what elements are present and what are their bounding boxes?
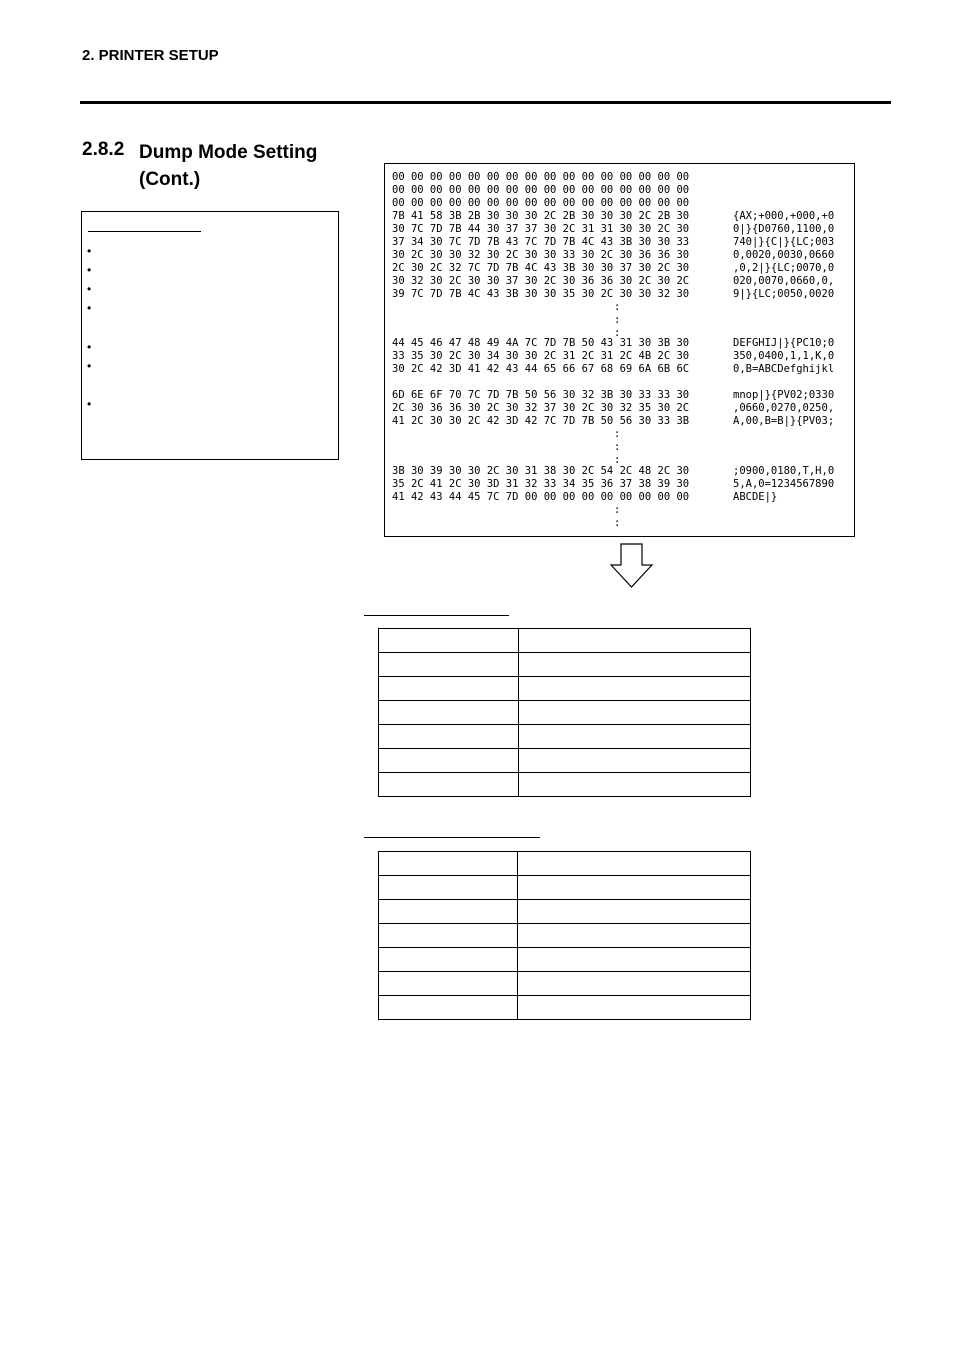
note-bullet: • — [87, 244, 92, 258]
table-cell — [379, 996, 518, 1020]
continuation-dots: : — [614, 454, 621, 466]
continuation-dots: : — [614, 517, 621, 529]
section-title — [139, 139, 317, 193]
note-bullet: • — [87, 340, 92, 354]
ascii-line: 740|}{C|}{LC;003 — [733, 236, 835, 248]
table-cell — [519, 701, 751, 725]
table-cell — [519, 629, 751, 653]
ascii-line: 0|}{D0760,1100,0 — [733, 223, 835, 235]
note-bullet: • — [87, 282, 92, 296]
continuation-dots: : — [614, 327, 621, 339]
table-row — [379, 996, 751, 1020]
ascii-line: ABCDE|} — [733, 491, 778, 503]
table-row — [379, 876, 751, 900]
hex-line: 35 2C 41 2C 30 3D 31 32 33 34 35 36 37 38 39 30 — [392, 478, 690, 490]
table-row — [379, 972, 751, 996]
table-cell — [379, 677, 519, 701]
table-cell — [379, 653, 519, 677]
table-cell — [518, 876, 751, 900]
section-title-line1: Dump Mode Setting — [139, 142, 318, 163]
hex-line: 00 00 00 00 00 00 00 00 00 00 00 00 00 00 00 00 — [392, 184, 690, 196]
hex-line: 37 34 30 7C 7D 7B 43 7C 7D 7B 4C 43 3B 30 30 33 — [392, 236, 690, 248]
hex-line: 44 45 46 47 48 49 4A 7C 7D 7B 50 43 31 30 3B 30 — [392, 337, 690, 349]
ascii-line: A,00,B=B|}{PV03; — [733, 415, 835, 427]
hex-line: 39 7C 7D 7B 4C 43 3B 30 30 35 30 2C 30 30 32 30 — [392, 288, 690, 300]
note-bullet: • — [87, 397, 92, 411]
table-cell — [518, 900, 751, 924]
continuation-dots: : — [614, 301, 621, 313]
ascii-line: 350,0400,1,1,K,0 — [733, 350, 835, 362]
table-cell — [518, 924, 751, 948]
continuation-dots: : — [614, 441, 621, 453]
table-cell — [519, 773, 751, 797]
table-row — [379, 773, 751, 797]
ascii-line: 9|}{LC;0050,0020 — [733, 288, 835, 300]
ascii-line: {AX;+000,+000,+0 — [733, 210, 835, 222]
note-heading-underline — [88, 231, 201, 232]
note-box — [81, 211, 339, 460]
ascii-line: 020,0070,0660,0, — [733, 275, 835, 287]
section-number: 2.8.2 — [82, 139, 125, 160]
table2-caption-underline — [364, 837, 540, 838]
ascii-line: ,0660,0270,0250, — [733, 402, 835, 414]
table1-caption-underline — [364, 615, 509, 616]
table-cell — [518, 948, 751, 972]
hex-line: 33 35 30 2C 30 34 30 30 2C 31 2C 31 2C 4B 2C 30 — [392, 350, 690, 362]
hex-line: 00 00 00 00 00 00 00 00 00 00 00 00 00 00 00 00 — [392, 171, 690, 183]
table-cell — [518, 972, 751, 996]
header-section-label: 2. PRINTER SETUP — [82, 47, 219, 64]
table-cell — [379, 852, 518, 876]
table-cell — [518, 996, 751, 1020]
ascii-line: 0,B=ABCDefghijkl — [733, 363, 835, 375]
hex-line: 2C 30 36 36 30 2C 30 32 37 30 2C 30 32 35 30 2C — [392, 402, 690, 414]
table-row — [379, 924, 751, 948]
hex-line: 30 2C 42 3D 41 42 43 44 65 66 67 68 69 6A 6B 6C — [392, 363, 690, 375]
hex-line: 00 00 00 00 00 00 00 00 00 00 00 00 00 00 00 00 — [392, 197, 690, 209]
table-cell — [379, 701, 519, 725]
hex-line: 6D 6E 6F 70 7C 7D 7B 50 56 30 32 3B 30 33 33 30 — [392, 389, 690, 401]
down-arrow-icon — [610, 543, 654, 589]
ascii-line: ;0900,0180,T,H,0 — [733, 465, 835, 477]
table-cell — [379, 725, 519, 749]
table-cell — [379, 900, 518, 924]
table-1 — [378, 628, 751, 797]
table-cell — [519, 653, 751, 677]
table-row — [379, 852, 751, 876]
table-row — [379, 677, 751, 701]
table-cell — [379, 948, 518, 972]
continuation-dots: : — [614, 428, 621, 440]
note-bullet: • — [87, 301, 92, 315]
table-row — [379, 948, 751, 972]
table-row — [379, 701, 751, 725]
table-row — [379, 725, 751, 749]
table-row — [379, 653, 751, 677]
table-2 — [378, 851, 751, 1020]
ascii-line: ,0,2|}{LC;0070,0 — [733, 262, 835, 274]
continuation-dots: : — [614, 314, 621, 326]
table-cell — [519, 749, 751, 773]
table-cell — [379, 749, 519, 773]
hex-line: 7B 41 58 3B 2B 30 30 30 2C 2B 30 30 30 2C 2B 30 — [392, 210, 690, 222]
section-title-line2: (Cont.) — [139, 169, 201, 190]
hex-line: 30 2C 30 30 32 30 2C 30 30 33 30 2C 30 36 36 30 — [392, 249, 690, 261]
hex-line: 30 32 30 2C 30 30 37 30 2C 30 36 36 30 2C 30 2C — [392, 275, 690, 287]
table-cell — [379, 876, 518, 900]
table-cell — [519, 677, 751, 701]
table-row — [379, 900, 751, 924]
hex-line: 41 42 43 44 45 7C 7D 00 00 00 00 00 00 00 00 00 — [392, 491, 690, 503]
table-cell — [379, 773, 519, 797]
table-cell — [379, 629, 519, 653]
hex-line: 30 7C 7D 7B 44 30 37 37 30 2C 31 31 30 30 2C 30 — [392, 223, 690, 235]
table-row — [379, 749, 751, 773]
header-rule — [80, 101, 891, 104]
table-row — [379, 629, 751, 653]
ascii-line: DEFGHIJ|}{PC10;0 — [733, 337, 835, 349]
hex-line: 41 2C 30 30 2C 42 3D 42 7C 7D 7B 50 56 30 33 3B — [392, 415, 690, 427]
hex-line: 3B 30 39 30 30 2C 30 31 38 30 2C 54 2C 48 2C 30 — [392, 465, 690, 477]
table-cell — [519, 725, 751, 749]
table-cell — [518, 852, 751, 876]
hex-line: 2C 30 2C 32 7C 7D 7B 4C 43 3B 30 30 37 30 2C 30 — [392, 262, 690, 274]
dump-listing — [384, 163, 855, 537]
table-cell — [379, 924, 518, 948]
ascii-line: 5,A,0=1234567890 — [733, 478, 835, 490]
ascii-line: 0,0020,0030,0660 — [733, 249, 835, 261]
table-cell — [379, 972, 518, 996]
note-bullet: • — [87, 263, 92, 277]
continuation-dots: : — [614, 504, 621, 516]
ascii-line: mnop|}{PV02;0330 — [733, 389, 835, 401]
note-bullet: • — [87, 359, 92, 373]
